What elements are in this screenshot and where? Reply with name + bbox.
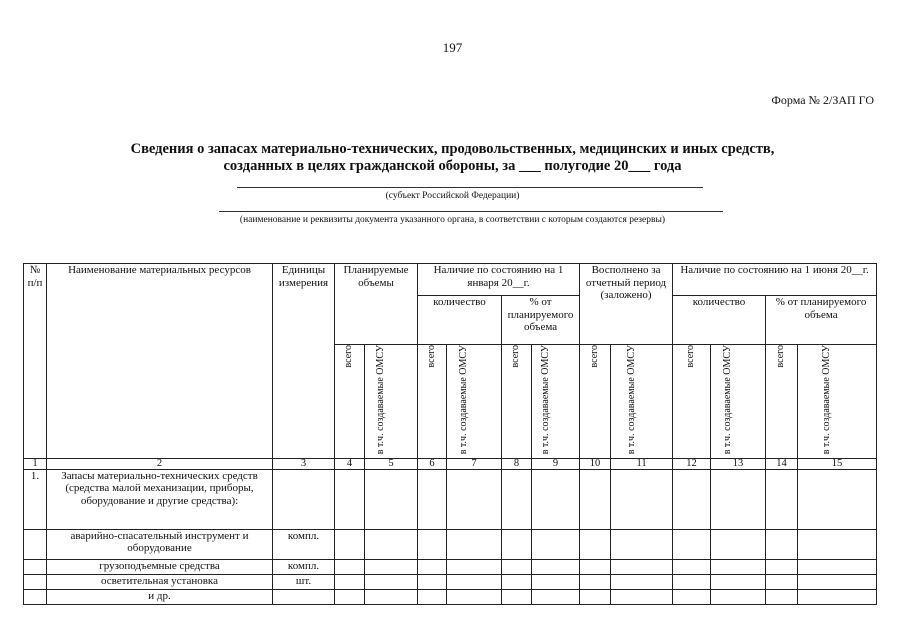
header-total-12 (673, 345, 711, 459)
header-pct-jun: % от планируемого объема (766, 296, 877, 345)
header-omsu-11 (611, 345, 673, 459)
column-number: 2 (47, 458, 273, 469)
header-qty-jun: количество (673, 296, 766, 345)
row-name: грузоподъемные средства (47, 559, 273, 574)
omsu-label: в т.ч. создаваемые ОМСУ (722, 345, 734, 455)
header-omsu-13 (711, 345, 766, 459)
column-number: 14 (766, 458, 798, 469)
page-number: 197 (442, 40, 463, 55)
title-line-1: Сведения о запасах материально-технических, продовольственных, медицинских и иных средств, (130, 141, 775, 157)
title-line-2: созданных в целях гражданской обороны, за ___ полугодие 20___ года (223, 158, 682, 174)
column-number: 9 (532, 458, 580, 469)
column-number: 6 (418, 458, 447, 469)
header-num: № п/п (24, 264, 47, 459)
total-label: всего (425, 345, 437, 368)
row-unit: шт. (273, 574, 335, 589)
row-num (24, 529, 47, 559)
header-name: Наименование материальных ресурсов (47, 264, 273, 459)
row-unit (273, 469, 335, 529)
column-number: 8 (502, 458, 532, 469)
header-total-10 (580, 345, 611, 459)
omsu-label: в т.ч. создаваемые ОМСУ (375, 345, 386, 455)
total-label: всего (510, 345, 522, 368)
total-label: всего (343, 345, 355, 368)
column-number: 1 (24, 458, 47, 469)
header-omsu-5 (365, 345, 418, 459)
column-number: 12 (673, 458, 711, 469)
table-row (24, 574, 877, 589)
table-row (24, 559, 877, 574)
header-total-4 (335, 345, 365, 459)
row-unit (273, 589, 335, 604)
row-num (24, 574, 47, 589)
total-label: всего (775, 345, 787, 368)
subject-fill-line (237, 187, 703, 188)
row-name: и др. (47, 589, 273, 604)
omsu-label: в т.ч. создаваемые ОМСУ (458, 345, 470, 455)
omsu-label: в т.ч. создаваемые ОМСУ (539, 345, 551, 455)
header-total-6 (418, 345, 447, 459)
header-planned: Планируемые объемы (335, 264, 418, 345)
column-number: 3 (273, 458, 335, 469)
header-omsu-7 (447, 345, 502, 459)
subject-caption: (субъект Российской Федерации) (385, 191, 520, 201)
header-qty-jan: количество (418, 296, 502, 345)
omsu-label: в т.ч. создаваемые ОМСУ (625, 345, 637, 455)
column-number: 4 (335, 458, 365, 469)
reserves-table (23, 263, 877, 605)
row-name: аварийно-спасательный инструмент и оборудование (47, 529, 273, 559)
header-omsu-9 (532, 345, 580, 459)
total-label: всего (685, 345, 697, 368)
column-number: 11 (611, 458, 673, 469)
row-num (24, 559, 47, 574)
document-fill-line (219, 211, 723, 212)
row-num: 1. (24, 469, 47, 529)
row-name: Запасы материально-технических средств (средства малой механизации, приборы, оборудование и другие средства): (47, 469, 273, 529)
row-unit: компл. (273, 559, 335, 574)
header-avail-jan: Наличие по состоянию на 1 января 20__г. (418, 264, 580, 296)
row-name: осветительная установка (47, 574, 273, 589)
header-omsu-15 (798, 345, 877, 459)
document-caption: (наименование и реквизиты документа указанного органа, в соответствии с которым создаются резервы) (239, 215, 666, 225)
total-label: всего (588, 345, 600, 368)
column-number: 5 (365, 458, 418, 469)
omsu-label: в т.ч. создаваемые ОМСУ (821, 345, 833, 455)
header-unit: Единицы измерения (273, 264, 335, 459)
header-pct-jan: % от планируемого объема (502, 296, 580, 345)
document-title (0, 141, 905, 175)
header-total-14 (766, 345, 798, 459)
table-row (24, 529, 877, 559)
column-number: 10 (580, 458, 611, 469)
column-number: 15 (798, 458, 877, 469)
header-total-8 (502, 345, 532, 459)
table-row (24, 469, 877, 529)
column-number: 7 (447, 458, 502, 469)
row-num (24, 589, 47, 604)
header-avail-jun: Наличие по состоянию на 1 июня 20__г. (673, 264, 877, 296)
form-number: Форма № 2/ЗАП ГО (771, 93, 874, 107)
table-row (24, 589, 877, 604)
row-unit: компл. (273, 529, 335, 559)
column-number: 13 (711, 458, 766, 469)
header-replenished: Восполнено за отчетный период (заложено) (580, 264, 673, 345)
